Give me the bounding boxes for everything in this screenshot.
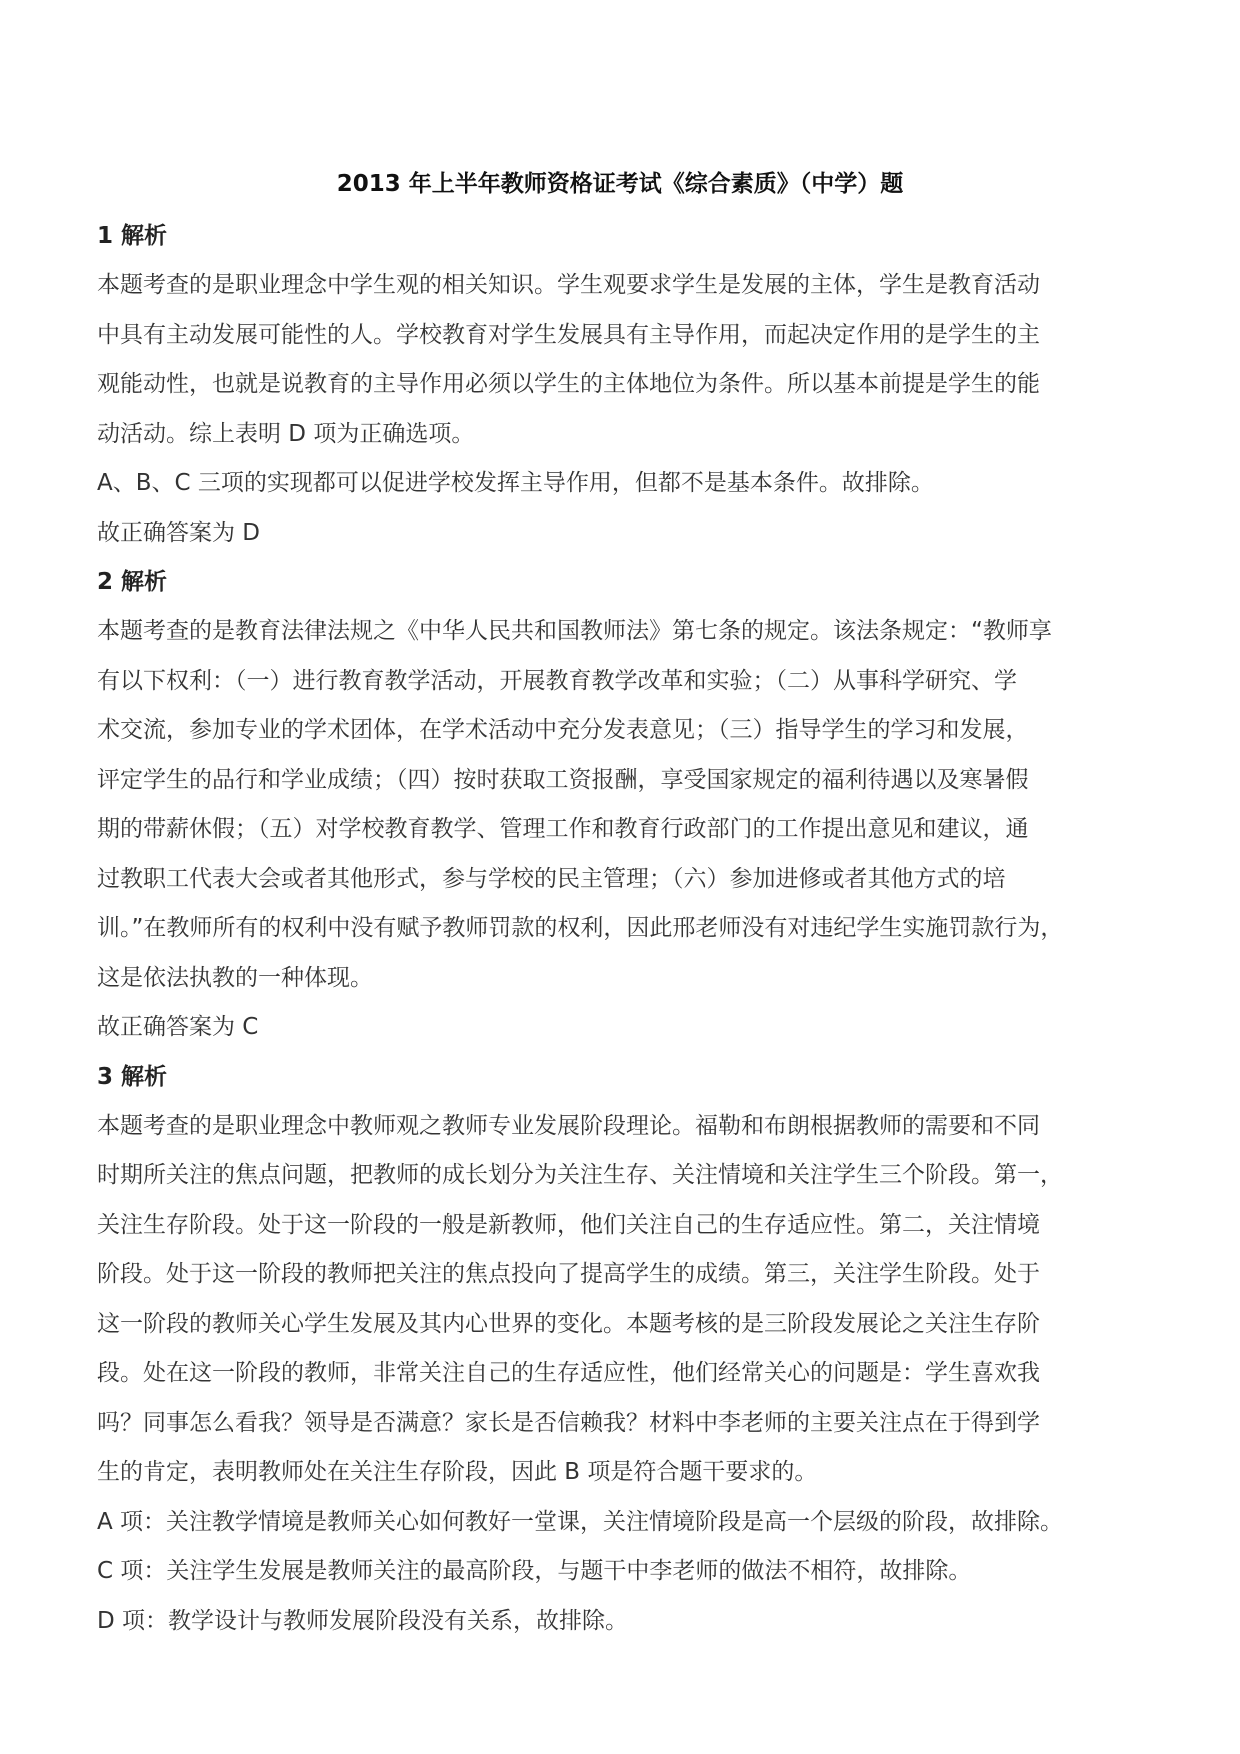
paragraph-line: 本题考查的是教育法律法规之《中华人民共和国教师法》第七条的规定。该法条规定：“教师享 — [97, 618, 1052, 644]
paragraph-line: 这是依法执教的一种体现。 — [97, 964, 373, 991]
option-line: C 项：关注学生发展是教师关注的最高阶段，与题干中李老师的做法不相符，故排除。 — [97, 1558, 972, 1584]
paragraph-line: 训。”在教师所有的权利中没有赋予教师罚款的权利，因此邢老师没有对违纪学生实施罚款行为， — [97, 915, 1064, 941]
paragraph-line: 动活动。综上表明 D 项为正确选项。 — [97, 420, 475, 447]
document-content — [97, 212, 1157, 1646]
paragraph-line: 过教职工代表大会或者其他形式，参与学校的民主管理；（六）参加进修或者其他方式的培 — [97, 865, 1006, 892]
paragraph-line: 本题考查的是职业理念中教师观之教师专业发展阶段理论。福勒和布朗根据教师的需要和不同 — [97, 1112, 1040, 1139]
section-heading: 3 解析 — [97, 1063, 168, 1090]
paragraph-line: 生的肯定，表明教师处在关注生存阶段，因此 B 项是符合题干要求的。 — [97, 1459, 818, 1485]
paragraph-line: 中具有主动发展可能性的人。学校教育对学生发展具有主导作用，而起决定作用的是学生的主 — [97, 321, 1040, 348]
section-3 — [97, 1053, 1157, 1647]
section-heading: 2 解析 — [97, 569, 168, 595]
paragraph-line: 关注生存阶段。处于这一阶段的一般是新教师，他们关注自己的生存适应性。第二，关注情境 — [97, 1211, 1040, 1238]
section-heading: 1 解析 — [97, 223, 168, 249]
paragraph-line: 术交流，参加专业的学术团体，在学术活动中充分发表意见；（三）指导学生的学习和发展， — [97, 717, 1029, 743]
section-1 — [97, 212, 1157, 558]
paragraph-line: 时期所关注的焦点问题，把教师的成长划分为关注生存、关注情境和关注学生三个阶段。第一， — [97, 1162, 1063, 1188]
paragraph-line: 本题考查的是职业理念中学生观的相关知识。学生观要求学生是发展的主体，学生是教育活动 — [97, 272, 1040, 298]
paragraph-line: 评定学生的品行和学业成绩；（四）按时获取工资报酬，享受国家规定的福利待遇以及寒暑假 — [97, 766, 1029, 793]
paragraph-line: 吗？同事怎么看我？领导是否满意？家长是否信赖我？材料中李老师的主要关注点在于得到学 — [97, 1409, 1040, 1436]
answer-line: 故正确答案为 C — [97, 1014, 259, 1040]
paragraph-line: 阶段。处于这一阶段的教师把关注的焦点投向了提高学生的成绩。第三，关注学生阶段。处于 — [97, 1261, 1040, 1287]
section-2 — [97, 558, 1157, 1053]
paragraph-line: 段。处在这一阶段的教师，非常关注自己的生存适应性，他们经常关心的问题是：学生喜欢我 — [97, 1360, 1040, 1386]
answer-line: 故正确答案为 D — [97, 519, 261, 546]
option-line: D 项：教学设计与教师发展阶段没有关系，故排除。 — [97, 1607, 629, 1634]
paragraph-line: 这一阶段的教师关心学生发展及其内心世界的变化。本题考核的是三阶段发展论之关注生存阶 — [97, 1310, 1040, 1337]
document-title: 2013 年上半年教师资格证考试《综合素质》（中学）题 — [336, 171, 904, 197]
paragraph-line: 有以下权利：（一）进行教育教学活动，开展教育教学改革和实验；（二）从事科学研究、学 — [97, 667, 1017, 694]
paragraph-line: 观能动性，也就是说教育的主导作用必须以学生的主体地位为条件。所以基本前提是学生的能 — [97, 371, 1040, 397]
paragraph-line: A、B、C 三项的实现都可以促进学校发挥主导作用，但都不是基本条件。故排除。 — [97, 470, 934, 496]
option-line: A 项：关注教学情境是教师关心如何教好一堂课，关注情境阶段是高一个层级的阶段，故排除。 — [97, 1508, 1064, 1535]
paragraph-line: 期的带薪休假；（五）对学校教育教学、管理工作和教育行政部门的工作提出意见和建议，通 — [97, 816, 1029, 842]
